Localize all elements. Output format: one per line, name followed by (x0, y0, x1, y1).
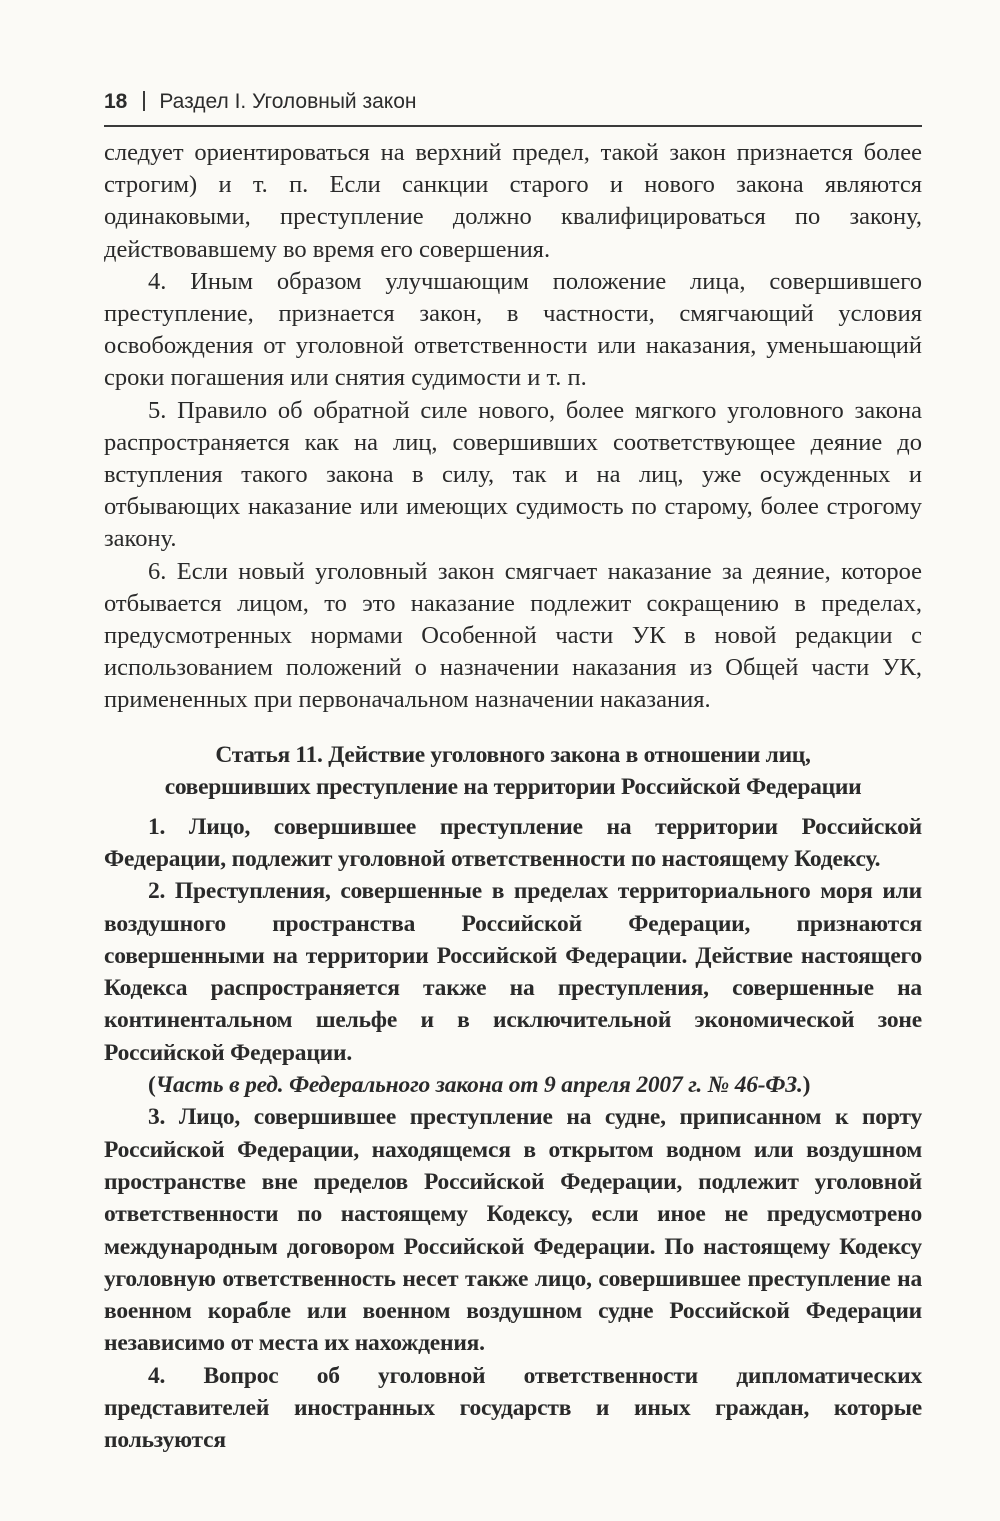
article-item-3: 3. Лицо, совершившее преступление на судне, приписанном к порту Российской Федерации, находящемся в открытом водном или воздушном пространстве вне пределов Российской Федерации, подлежит уголовной ответственности по настоящему Кодексу, если иное не предусмотрено международным договором Российской Федерации. По настоящему Кодексу уголовную ответственность несет также лицо, совершившее преступление на военном корабле или военном воздушном судне Российской Федерации независимо от места их нахождения. (104, 1104, 922, 1357)
page-number: 18 (104, 90, 128, 113)
commentary-text (104, 137, 922, 717)
amendment-close-paren: ) (802, 1072, 811, 1099)
paragraph-5: 5. Правило об обратной силе нового, более мягкого уголовного закона распространяется как на лиц, совершивших соответствующее деяние до вступления такого закона в силу, так и на лиц, уже осужденных и отбывающих наказание или имеющих судимость по старому, более строгому закону. (104, 396, 922, 553)
article-title-line-2: совершивших преступление на территории Российской Федерации (164, 773, 862, 800)
article-title (104, 739, 922, 803)
article-title-line-1: Статья 11. Действие уголовного закона в отношении лиц, (215, 741, 811, 768)
amendment-note (104, 1069, 922, 1101)
article-item-1: 1. Лицо, совершившее преступление на территории Российской Федерации, подлежит уголовной ответственности по настоящему Кодексу. (104, 813, 922, 872)
amendment-text: Часть в ред. Федерального закона от 9 апреля 2007 г. № 46-ФЗ. (155, 1072, 803, 1099)
article-item-4: 4. Вопрос об уголовной ответственности дипломатических представителей иностранных государств и иных граждан, которые пользуются (104, 1362, 922, 1454)
header-separator (143, 91, 145, 111)
paragraph-6: 6. Если новый уголовный закон смягчает наказание за деяние, которое отбывается лицом, то это наказание подлежит сокращению в пределах, предусмотренных нормами Особенной части УК в новой редакции с использованием положений о назначении наказания из Общей части УК, примененных при первоначальном назначении наказания. (104, 557, 922, 714)
article-item-2: 2. Преступления, совершенные в пределах территориального моря или воздушного пространства Российской Федерации, признаются совершенными на территории Российской Федерации. Действие настоящего Кодекса распространяется также на преступления, совершенные на континентальном шельфе и в исключительной экономической зоне Российской Федерации. (104, 878, 922, 1066)
running-header (104, 88, 922, 127)
paragraph-continuation: следует ориентироваться на верхний предел, такой закон признается более строгим) и т. п. Если санкции старого и нового закона являются одинаковыми, преступление должно квалифицироваться по закону, действовавшему во время его совершения. (104, 139, 922, 263)
article-text (104, 811, 922, 1457)
paragraph-4: 4. Иным образом улучшающим положение лица, совершившего преступление, признается закон, в частности, смягчающий условия освобождения от уголовной ответственности или наказания, уменьшающий сроки погашения или снятия судимости и т. п. (104, 267, 922, 392)
book-page (104, 88, 922, 1457)
section-title: Раздел I. Уголовный закон (159, 90, 417, 113)
amendment-open-paren: ( (148, 1072, 156, 1099)
